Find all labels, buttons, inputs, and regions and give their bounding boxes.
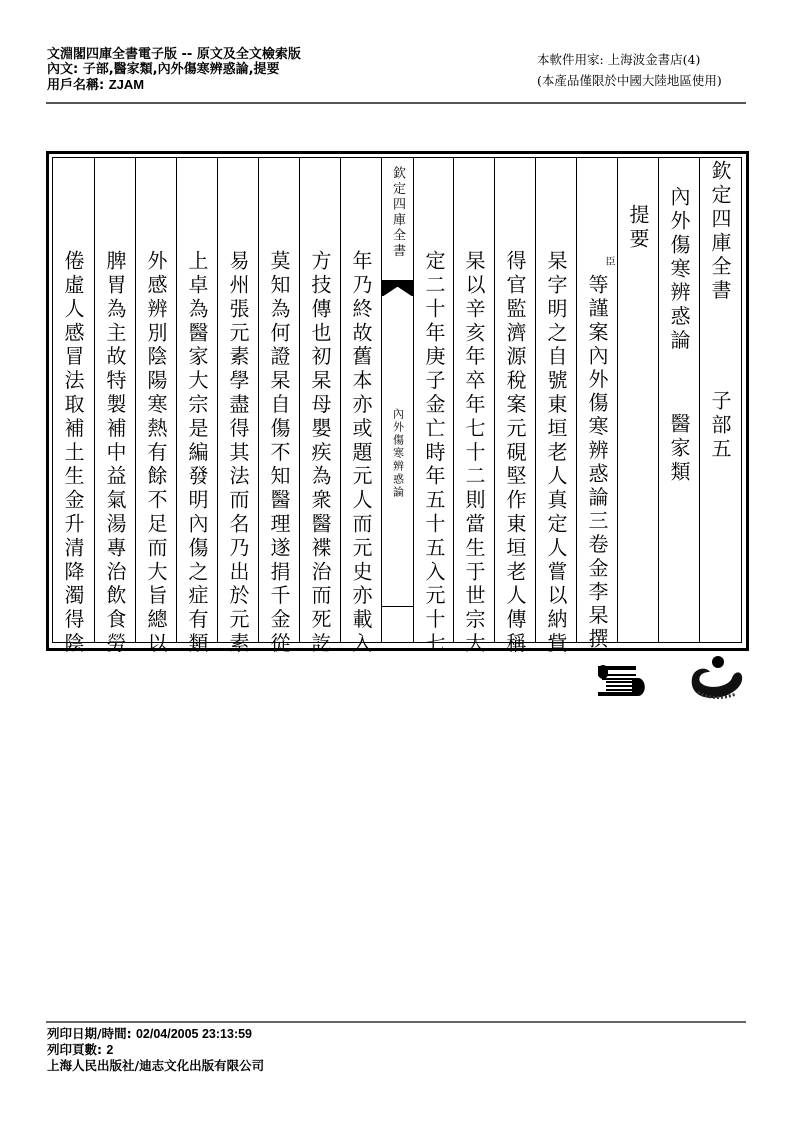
fish-tail-mark bbox=[382, 280, 413, 296]
text-column-13 bbox=[177, 158, 218, 657]
column-text: 莫知為何證杲自傷不知醫理遂捐千金從 bbox=[267, 250, 291, 657]
column-text: 杲以辛亥年卒年七十二則當生于世宗大 bbox=[462, 250, 486, 657]
region-notice: (本產品僅限於中國大陸地區使用) bbox=[537, 73, 722, 88]
column-text: 杲字明之自號東垣老人真定人嘗以納貲 bbox=[544, 250, 568, 657]
center-book-title: 內外傷寒辨惑論 bbox=[391, 408, 405, 499]
print-datetime-label: 列印日期/時間: bbox=[47, 1026, 132, 1041]
column-text: 易州張元素學盡得其法而名乃出於元素 bbox=[226, 250, 250, 657]
header-divider bbox=[46, 102, 746, 105]
center-title: 欽定四庫全書 bbox=[390, 166, 405, 259]
print-datetime-value: 02/04/2005 23:13:59 bbox=[135, 1027, 253, 1041]
book-stack-logo bbox=[592, 664, 648, 698]
column-text: 外感辨別陰陽寒熱有餘不足而大旨總以 bbox=[144, 250, 168, 657]
text-column-15 bbox=[95, 158, 136, 657]
print-datetime bbox=[47, 1026, 264, 1042]
print-pages-value: 2 bbox=[106, 1043, 114, 1057]
header-title: 文淵閣四庫全書電子版 -- 原文及全文檢索版 bbox=[47, 47, 301, 62]
collection-title: 欽定四庫全書 bbox=[708, 160, 732, 304]
section-heading: 提要 bbox=[626, 204, 650, 252]
licensee: 本軟件用家: 上海波金書店(4) bbox=[537, 52, 701, 67]
header-right bbox=[537, 49, 722, 91]
text-column-3 bbox=[618, 158, 659, 642]
text-column-14 bbox=[136, 158, 177, 657]
text-column-12 bbox=[218, 158, 259, 657]
text-column-7 bbox=[454, 158, 495, 657]
column-text: 得官監濟源稅案元硯堅作東垣老人傳稱 bbox=[503, 250, 527, 657]
text-column-1 bbox=[700, 158, 741, 642]
user-label: 用戶名稱: bbox=[47, 78, 105, 93]
text-column-9 bbox=[341, 158, 382, 657]
column-text: 等謹案內外傷寒辨惑論三卷金李杲撰 bbox=[585, 274, 609, 652]
book-title: 內外傷寒辨惑論 bbox=[667, 186, 691, 354]
column-text: 年乃終故舊本亦或題元人而元史亦載入 bbox=[349, 250, 373, 657]
text-grid bbox=[52, 157, 742, 657]
column-text: 方技傳也初杲母嬰疾為衆醫褋治而死訖 bbox=[308, 250, 332, 657]
text-column-2 bbox=[659, 158, 700, 642]
print-pages bbox=[47, 1042, 264, 1058]
center-divider bbox=[382, 606, 413, 607]
text-column-6 bbox=[495, 158, 536, 657]
text-column-8 bbox=[414, 158, 454, 657]
publisher: 上海人民出版社/迪志文化出版有限公司 bbox=[47, 1058, 265, 1073]
category: 醫家類 bbox=[667, 413, 691, 485]
column-text: 脾胃為主故特製補中益氣湯專治飲食勞 bbox=[103, 250, 127, 657]
text-column-5 bbox=[536, 158, 577, 657]
text-column-16 bbox=[53, 158, 95, 657]
center-fold-column bbox=[382, 158, 414, 642]
footer-divider bbox=[46, 1021, 746, 1024]
column-text: 倦虛人感冒法取補土生金升清降濁得陰 bbox=[61, 250, 85, 657]
header-left bbox=[47, 47, 301, 93]
text-column-4 bbox=[577, 158, 618, 652]
column-text: 上卓為醫家大宗是編發明內傷之症有類 bbox=[185, 250, 209, 657]
minister-note: 臣 bbox=[603, 256, 614, 266]
column-text: 定二十年庚子金亡時年五十五入元十七 bbox=[422, 250, 446, 657]
header-user bbox=[47, 77, 301, 93]
brush-circle-logo bbox=[684, 654, 748, 702]
text-column-10 bbox=[300, 158, 341, 657]
text-column-11 bbox=[259, 158, 300, 657]
header-content-path: 內文: 子部,醫家類,內外傷寒辨惑論,提要 bbox=[47, 62, 280, 77]
user-name: ZJAM bbox=[108, 77, 145, 92]
print-pages-label: 列印頁數: bbox=[47, 1042, 102, 1057]
footer bbox=[47, 1026, 264, 1074]
division: 子部五 bbox=[708, 390, 732, 462]
